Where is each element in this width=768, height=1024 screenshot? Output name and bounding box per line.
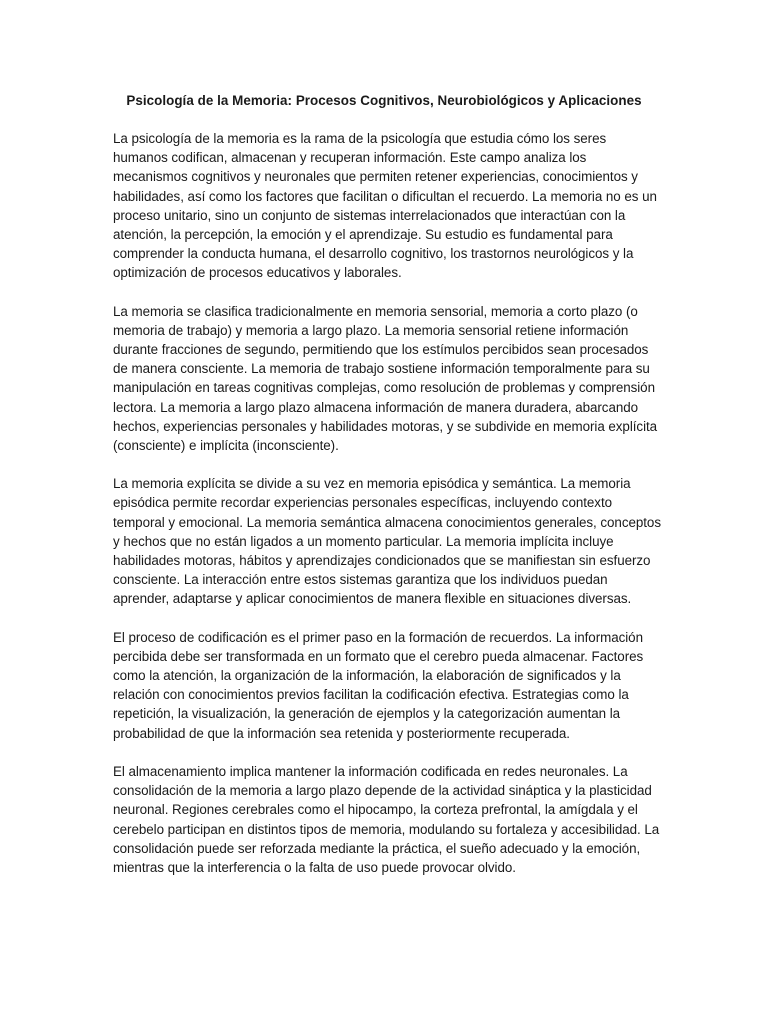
paragraph-storage: El almacenamiento implica mantener la información codificada en redes neuronales. La consolidación de la memoria a largo plazo depende de la actividad sináptica y la plasticidad neuronal. Regiones cerebrales como el hipocampo, la corteza prefrontal, la amígdala y el cerebelo participan en distintos tipos de memoria, modulando su fortaleza y accesibilidad. La consolidación puede ser reforzada mediante la práctica, el sueño adecuado y la emoción, mientras que la interferencia o la falta de uso puede provocar olvido. (113, 763, 660, 875)
paragraph-memory-classification: La memoria se clasifica tradicionalmente en memoria sensorial, memoria a corto plazo (o memoria de trabajo) y memoria a largo plazo. La memoria sensorial retiene información durante fracciones de segundo, permitiendo que los estímulos percibidos sean procesados de manera consciente. La memoria de trabajo sostiene información temporalmente para su manipulación en tareas cognitivas complejas, como resolución de problemas y comprensión lectora. La memoria a largo plazo almacena información de manera duradera, abarcando hechos, experiencias personales y habilidades motoras, y se subdivide en memoria explícita (consciente) e implícita (inconsciente). (113, 303, 658, 454)
paragraph-introduction: La psicología de la memoria es la rama de la psicología que estudia cómo los seres humanos codifican, almacenan y recuperan información. Este campo analiza los mecanismos cognitivos y neuronales que permiten retener experiencias, conocimientos y habilidades, así como los factores que facilitan o dificultan el recuerdo. La memoria no es un proceso unitario, sino un conjunto de sistemas interrelacionados que interactúan con la atención, la percepción, la emoción y el aprendizaje. Su estudio es fundamental para comprender la conducta humana, el desarrollo cognitivo, los trastornos neurológicos y la optimización de procesos educativos y laborales. (113, 131, 657, 281)
document-body (113, 129, 661, 896)
document-title: Psicología de la Memoria: Procesos Cognitivos, Neurobiológicos y Aplicaciones (126, 93, 642, 108)
paragraph-encoding: El proceso de codificación es el primer paso en la formación de recuerdos. La información percibida debe ser transformada en un formato que el cerebro pueda almacenar. Factores como la atención, la organización de la información, la elaboración de significados y la relación con conocimientos previos facilitan la codificación efectiva. Estrategias como la repetición, la visualización, la generación de ejemplos y la categorización aumentan la probabilidad de que la información sea retenida y posteriormente recuperada. (113, 629, 644, 741)
paragraph-explicit-memory: La memoria explícita se divide a su vez en memoria episódica y semántica. La memoria episódica permite recordar experiencias personales específicas, incluyendo contexto temporal y emocional. La memoria semántica almacena conocimientos generales, conceptos y hechos que no están ligados a un momento particular. La memoria implícita incluye habilidades motoras, hábitos y aprendizajes condicionados que se manifiestan sin esfuerzo consciente. La interacción entre estos sistemas garantiza que los individuos puedan aprender, adaptarse y aplicar conocimientos de manera flexible en situaciones diversas. (113, 476, 661, 607)
